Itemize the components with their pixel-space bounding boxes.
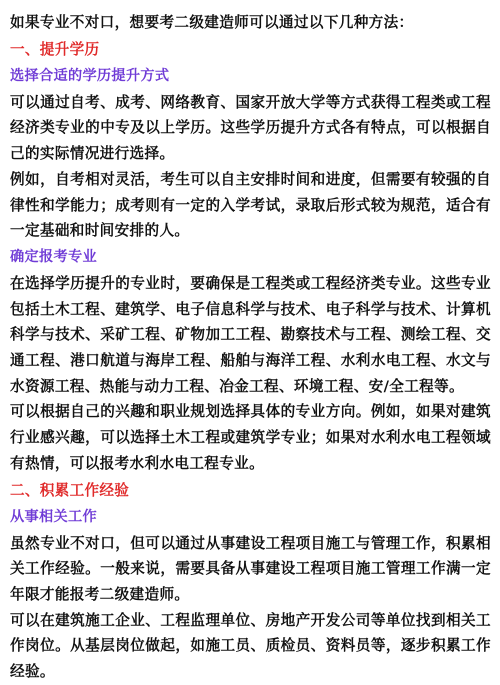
paragraph-related-work: 虽然专业不对口，但可以通过从事建设工程项目施工与管理工作，积累相关工作经验。一般来说，需要具备从事建设工程项目施工管理工作满一定年限才能报考二级建造师。 [10,534,491,603]
subheading-choose-major: 确定报考专业 [10,248,97,265]
section-heading-raise-education: 一、提升学历 [10,40,100,58]
paragraph-job-positions: 可以在建筑施工企业、工程监理单位、房地产开发公司等单位找到相关工作岗位。从基层岗位做起，如施工员、质检员、资料员等，逐步积累工作经验。 [10,611,491,681]
paragraph-major-direction: 可以根据自己的兴趣和职业规划选择具体的专业方向。例如，如果对建筑行业感兴趣，可以选择土木工程或建筑学专业；如果对水利水电工程领域有热情，可以报考水利水电工程专业。 [10,403,491,472]
paragraph-methods: 可以通过自考、成考、网络教育、国家开放大学等方式获得工程类或工程经济类专业的中专及以上学历。这些学历提升方式各有特点，可以根据自己的实际情况进行选择。 [10,93,491,163]
paragraph-example: 例如，自考相对灵活，考生可以自主安排时间和进度，但需要有较强的自律性和学能力；成考则有一定的入学考试，录取后形式较为规范，适合有一定基础和时间安排的人。 [10,170,491,240]
section-heading-work-experience: 二、积累工作经验 [10,481,130,499]
intro-paragraph: 如果专业不对口，想要考二级建造师可以通过以下几种方法： [10,14,414,31]
subheading-related-work: 从事相关工作 [10,508,97,525]
paragraph-major-list: 在选择学历提升的专业时，要确保是工程类或工程经济类专业。这些专业包括土木工程、建筑学、电子信息科学与技术、电子科学与技术、计算机科学与技术、采矿工程、矿物加工工程、勘察技术与工程、测绘工程、交通工程、港口航道与海岸工程、船舶与海洋工程、水利水电工程、水文与水资源工程、热能与动力工程、冶金工程、环境工程、安/全工程等。 [10,274,491,395]
subheading-choose-method: 选择合适的学历提升方式 [10,67,170,84]
